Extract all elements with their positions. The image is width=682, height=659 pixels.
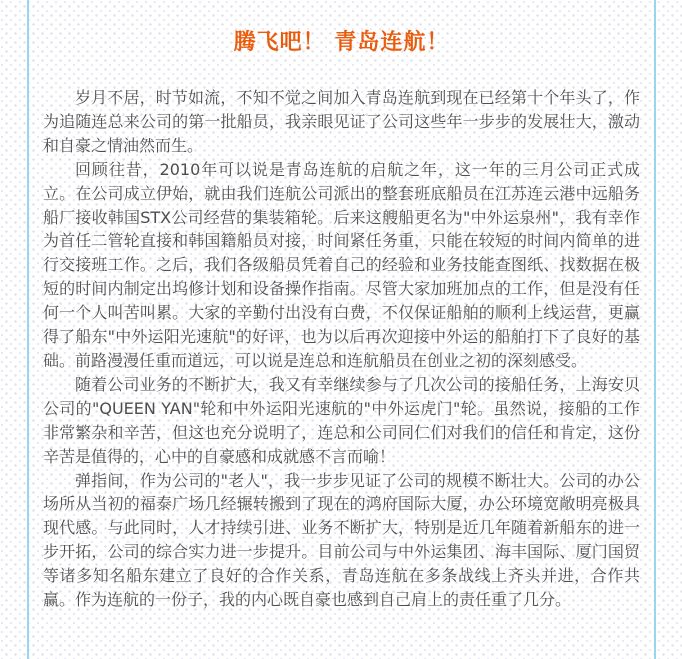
page-title: 腾飞吧！ 青岛连航！ — [233, 30, 450, 55]
paragraph-2: 回顾往昔，2010年可以说是青岛连航的启航之年，这一年的三月公司正式成立。在公司成立伊始，就由我们连航公司派出的整套班底船员在江苏连云港中远船务船厂接收韩国STX公司经营的集装箱轮。后来这艘船更名为"中外运泉州"，我有幸作为首任二管轮直接和韩国籍船员对接，时间紧任务重，只能在较短的时间内简单的进行交接班工作。之后，我们各级船员凭着自己的经验和业务技能查图纸、找数据在极短的时间内制定出坞修计划和设备操作指南。尽管大家加班加点的工作，但是没有任何一个人叫苦叫累。大家的辛勤付出没有白费，不仅保证船舶的顺利上线运营，更赢得了船东"中外运阳光速航"的好评，也为以后再次迎接中外运的船舶打下了良好的基础。前路漫漫任重而道远，可以说是连总和连航船员在创业之初的深刻感受。 — [43, 159, 640, 370]
article-body — [43, 86, 640, 612]
paragraph-3: 随着公司业务的不断扩大，我又有幸继续参与了几次公司的接船任务，上海安贝公司的"QUEEN YAN"轮和中外运阳光速航的"中外运虎门"轮。虽然说，接船的工作非常繁杂和辛苦，但这也充分说明了，连总和公司同仁们对我们的信任和肯定，这份辛苦是值得的，心中的自豪感和成就感不言而喻！ — [43, 374, 640, 466]
article — [29, 0, 654, 659]
right-border-line — [654, 0, 656, 659]
paragraph-1: 岁月不居，时节如流，不知不觉之间加入青岛连航到现在已经第十个年头了，作为追随连总来公司的第一批船员，我亲眼见证了公司这些年一步步的发展壮大，激动和自豪之情油然而生。 — [43, 88, 640, 155]
paragraph-4: 弹指间，作为公司的"老人"，我一步步见证了公司的规模不断壮大。公司的办公场所从当初的福泰广场几经辗转搬到了现在的鸿府国际大厦，办公环境宽敞明亮极具现代感。与此同时，人才持续引进、业务不断扩大，特别是近几年随着新船东的进一步开拓，公司的综合实力进一步提升。目前公司与中外运集团、海丰国际、厦门国贸等诸多知名船东建立了良好的合作关系，青岛连航在多条战线上齐头并进，合作共赢。作为连航的一份子，我的内心既自豪也感到自己肩上的责任重了几分。 — [43, 470, 640, 610]
